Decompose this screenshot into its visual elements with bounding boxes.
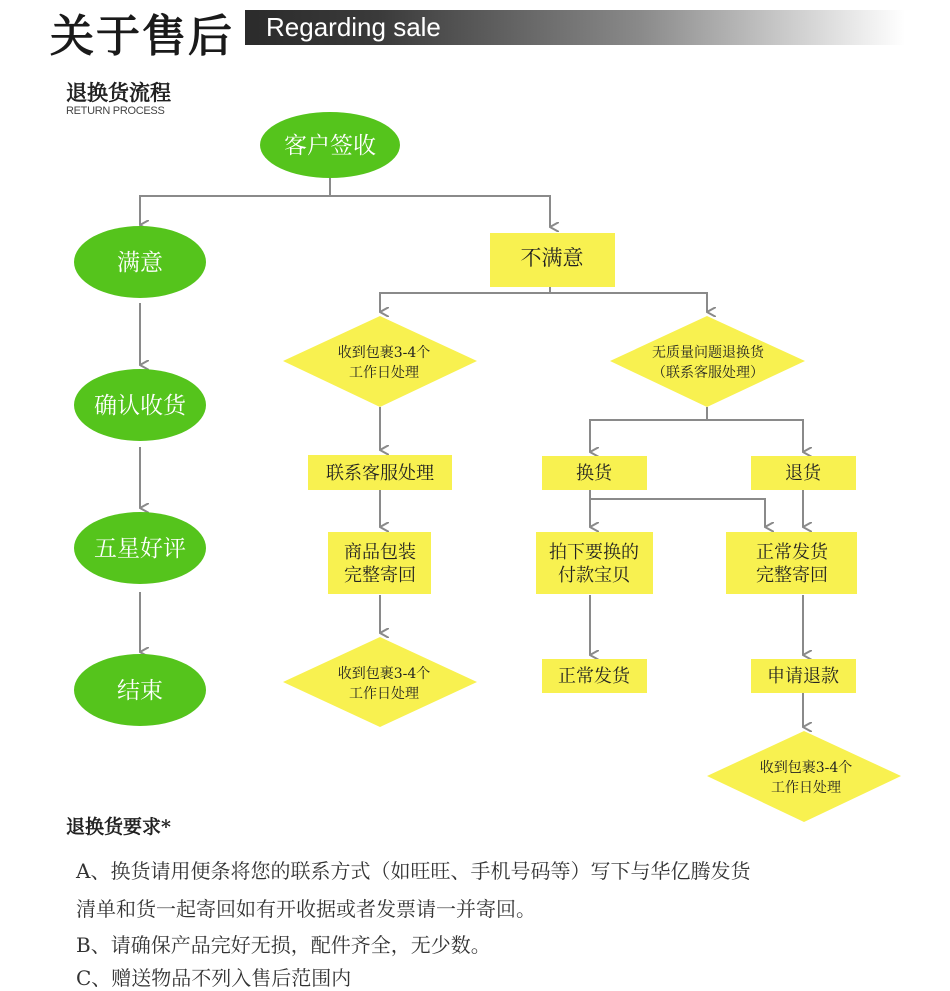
node-received-c xyxy=(707,731,901,822)
svg-text:确认收货: 确认收货 xyxy=(94,393,186,419)
page-title: 关于售后 xyxy=(50,11,234,62)
page-subtitle: Regarding sale xyxy=(266,12,441,42)
node-received-b xyxy=(283,637,477,727)
node-received-a xyxy=(283,316,477,407)
flow-connectors xyxy=(140,178,803,727)
node-five-star xyxy=(74,512,206,584)
svg-text:不满意: 不满意 xyxy=(520,246,584,270)
svg-text:工作日处理: 工作日处理 xyxy=(349,686,419,702)
svg-text:完整寄回: 完整寄回 xyxy=(756,565,828,586)
node-pack-return xyxy=(328,532,431,594)
node-no-quality-issue xyxy=(610,316,805,407)
requirements-title: 退换货要求* xyxy=(66,816,171,838)
svg-text:收到包裹3-4个: 收到包裹3-4个 xyxy=(337,666,431,682)
requirement-line-a: A、换货请用便条将您的联系方式（如旺旺、手机号码等）写下与华亿腾发货 xyxy=(76,859,751,883)
svg-text:申请退款: 申请退款 xyxy=(767,666,839,687)
svg-text:满意: 满意 xyxy=(117,250,163,276)
requirement-line-a-cont: 清单和货一起寄回如有开收据或者发票请一并寄回。 xyxy=(76,897,536,921)
requirement-line-c: C、赠送物品不列入售后范围内 xyxy=(76,966,352,990)
svg-text:（联系客服处理）: （联系客服处理） xyxy=(652,365,764,381)
svg-text:五星好评: 五星好评 xyxy=(94,536,186,562)
node-unsatisfied xyxy=(490,233,615,287)
node-apply-refund xyxy=(751,659,856,693)
svg-text:收到包裹3-4个: 收到包裹3-4个 xyxy=(337,345,431,361)
svg-text:客户签收: 客户签收 xyxy=(284,133,376,159)
requirement-line-b: B、请确保产品完好无损，配件齐全，无少数。 xyxy=(76,933,491,957)
node-return xyxy=(751,456,856,490)
node-normal-ship xyxy=(542,659,647,693)
svg-text:完整寄回: 完整寄回 xyxy=(344,565,416,586)
svg-text:无质量问题退换货: 无质量问题退换货 xyxy=(652,345,764,361)
svg-text:工作日处理: 工作日处理 xyxy=(771,780,841,796)
process-title: 退换货流程 xyxy=(66,80,171,105)
node-contact-service xyxy=(308,455,452,490)
node-customer-sign xyxy=(260,112,400,178)
svg-text:正常发货: 正常发货 xyxy=(558,666,630,687)
svg-text:商品包装: 商品包装 xyxy=(344,542,416,563)
node-order-replacement xyxy=(536,532,653,594)
svg-text:正常发货: 正常发货 xyxy=(756,542,828,563)
node-normal-ship-return xyxy=(726,532,857,594)
svg-text:工作日处理: 工作日处理 xyxy=(349,365,419,381)
svg-text:拍下要换的: 拍下要换的 xyxy=(549,542,639,563)
svg-text:退货: 退货 xyxy=(785,463,821,484)
svg-text:收到包裹3-4个: 收到包裹3-4个 xyxy=(759,760,853,776)
node-satisfied xyxy=(74,226,206,298)
svg-text:结束: 结束 xyxy=(117,678,163,704)
process-subtitle: RETURN PROCESS xyxy=(66,105,165,117)
svg-text:换货: 换货 xyxy=(576,463,612,484)
svg-text:联系客服处理: 联系客服处理 xyxy=(326,463,434,484)
node-exchange xyxy=(542,456,647,490)
node-confirm-receipt xyxy=(74,369,206,441)
node-end xyxy=(74,654,206,726)
svg-text:付款宝贝: 付款宝贝 xyxy=(558,565,630,586)
